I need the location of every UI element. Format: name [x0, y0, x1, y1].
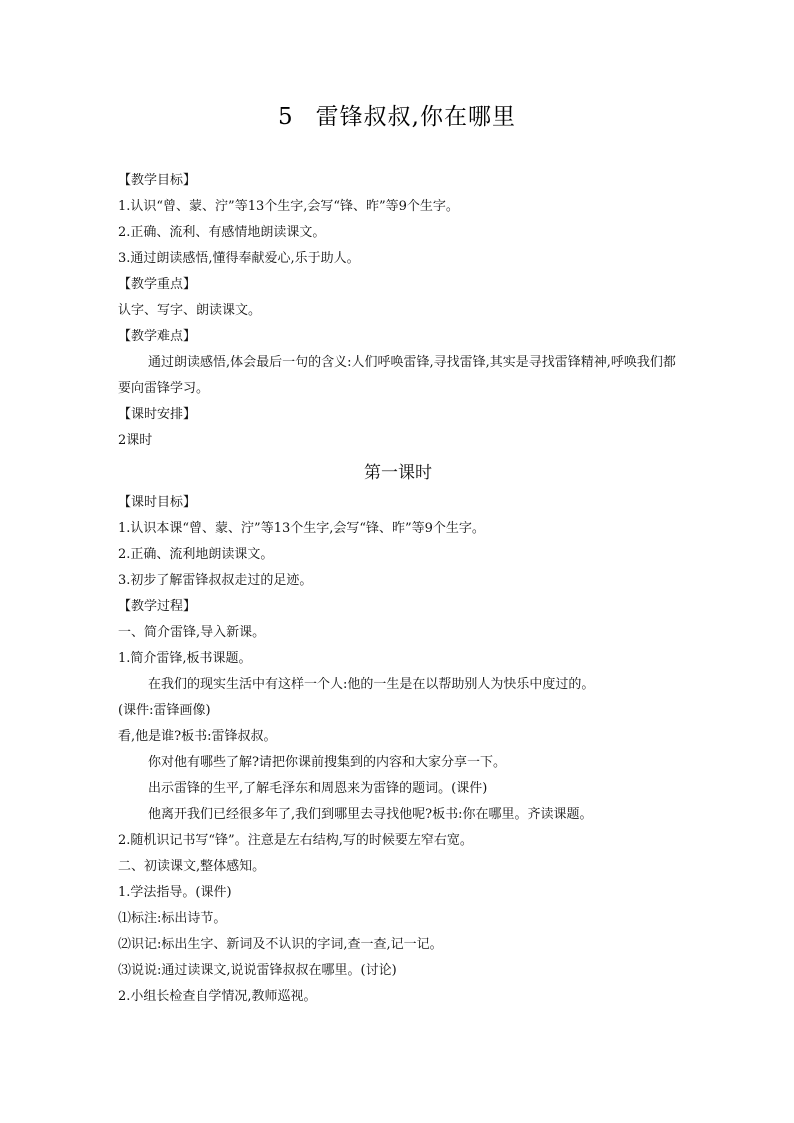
lesson-one-title: 第一课时: [364, 463, 432, 483]
process-line: 一、简介雷锋,导入新课。: [118, 625, 266, 640]
process-line: 1.简介雷锋,板书课题。: [118, 651, 252, 666]
process-line: 你对他有哪些了解?请把你课前搜集到的内容和大家分享一下。: [148, 755, 506, 770]
goal-item: 1.认识“曾、蒙、泞”等13个生字,会写“锋、昨”等9个生字。: [118, 199, 459, 214]
process-line: (课件:雷锋画像): [118, 703, 211, 718]
lesson-title: 雷锋叔叔,你在哪里: [315, 104, 516, 130]
process-line: 他离开我们已经很多年了,我们到哪里去寻找他呢?板书:你在哪里。齐读课题。: [148, 807, 593, 822]
process-line: 2.随机识记书写“锋”。注意是左右结构,写的时候要左窄右宽。: [118, 833, 473, 848]
section-heading-lesson-goals: 【课时目标】: [118, 495, 197, 510]
section-heading-key-points: 【教学重点】: [118, 277, 197, 292]
schedule-text: 2课时: [118, 433, 153, 448]
goal-item: 3.通过朗读感悟,懂得奉献爱心,乐于助人。: [118, 251, 360, 266]
lesson-number: 5: [278, 104, 294, 130]
section-heading-difficulties: 【教学难点】: [118, 329, 197, 344]
process-line: ⑵识记:标出生字、新词及不认识的字词,查一查,记一记。: [118, 937, 443, 952]
lesson-goal-item: 1.认识本课“曾、蒙、泞”等13个生字,会写“锋、昨”等9个生字。: [118, 521, 485, 536]
process-line: ⑴标注:标出诗节。: [118, 911, 227, 926]
goal-item: 2.正确、流利、有感情地朗读课文。: [118, 225, 326, 240]
process-line: 二、初读课文,整体感知。: [118, 859, 266, 874]
process-line: 1.学法指导。(课件): [118, 885, 232, 900]
process-list: [118, 620, 678, 1010]
section-heading-goals: 【教学目标】: [118, 173, 197, 188]
process-line: 2.小组长检查自学情况,教师巡视。: [118, 989, 317, 1004]
lesson-goal-item: 2.正确、流利地朗读课文。: [118, 547, 274, 562]
key-points-text: 认字、写字、朗读课文。: [118, 303, 262, 318]
document-body: [118, 168, 678, 1010]
page-title: [0, 100, 794, 134]
process-line: 出示雷锋的生平,了解毛泽东和周恩来为雷锋的题词。(课件): [148, 781, 488, 796]
section-heading-process: 【教学过程】: [118, 599, 197, 614]
process-line: 看,他是谁?板书:雷锋叔叔。: [118, 729, 277, 744]
process-line: ⑶说说:通过读课文,说说雷锋叔叔在哪里。(讨论): [118, 963, 397, 978]
process-line: 在我们的现实生活中有这样一个人:他的一生是在以帮助别人为快乐中度过的。: [148, 677, 595, 692]
section-heading-schedule: 【课时安排】: [118, 407, 197, 422]
lesson-goal-item: 3.初步了解雷锋叔叔走过的足迹。: [118, 573, 313, 588]
difficulties-text: 通过朗读感悟,体会最后一句的含义:人们呼唤雷锋,寻找雷锋,其实是寻找雷锋精神,呼唤我们都要向雷锋学习。: [118, 355, 676, 396]
